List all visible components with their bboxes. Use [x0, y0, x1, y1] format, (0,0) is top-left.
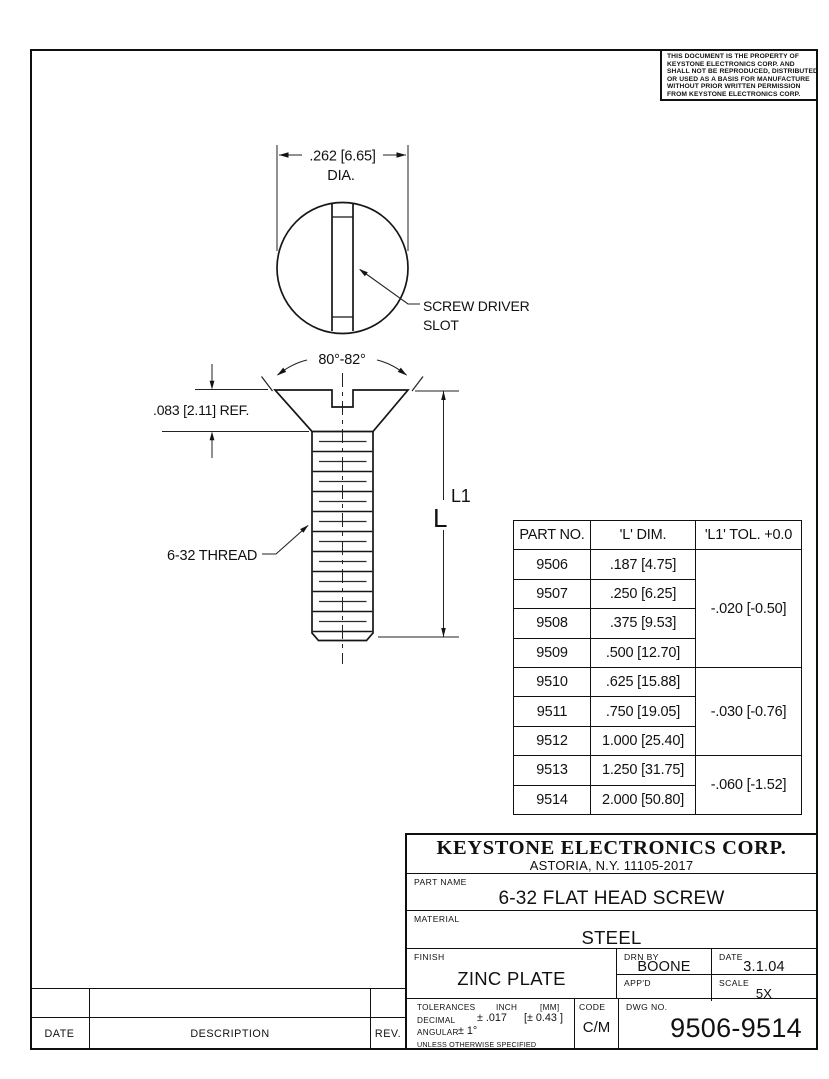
l-dim-cell: .250 [6.25] — [591, 579, 696, 608]
dwg-no-field — [619, 999, 816, 1048]
l-dim-cell: .625 [15.88] — [591, 667, 696, 696]
finish-row — [407, 949, 816, 999]
l-dim-cell: .500 [12.70] — [591, 638, 696, 667]
part-no-cell: 9514 — [514, 785, 591, 814]
approved-label: APP'D — [624, 978, 652, 988]
inch-label: INCH — [496, 1003, 518, 1012]
part-no-cell: 9511 — [514, 697, 591, 726]
col-header-l-dim: 'L' DIM. — [591, 521, 696, 550]
technical-drawing — [140, 140, 530, 680]
tolerances-field — [407, 999, 575, 1048]
date-field — [712, 949, 816, 974]
notice-line: THIS DOCUMENT IS THE PROPERTY OF — [667, 53, 800, 60]
angle-dimension-text: 80°-82° — [318, 352, 366, 368]
l-dim-cell: .375 [9.53] — [591, 609, 696, 638]
l1-tol-cell: -.020 [-0.50] — [696, 550, 802, 668]
table-row — [514, 756, 802, 785]
notice-line: SHALL NOT BE REPRODUCED, DISTRIBUTED — [667, 68, 818, 76]
code-value: C/M — [582, 1019, 611, 1036]
l-dim-cell: 1.000 [25.40] — [591, 726, 696, 755]
dwg-no-label: DWG NO. — [626, 1002, 668, 1012]
l-dim-cell: 1.250 [31.75] — [591, 756, 696, 785]
screw-head-profile — [275, 390, 408, 432]
head-ref-dimension-text: .083 [2.11] REF. — [153, 402, 250, 418]
revision-empty-date-cell — [30, 989, 90, 1018]
screw-side-view — [275, 390, 408, 641]
scale-field — [712, 975, 816, 1001]
l1-tol-cell: -.060 [-1.52] — [696, 756, 802, 815]
angular-label: ANGULAR — [417, 1028, 459, 1037]
part-no-cell: 9507 — [514, 579, 591, 608]
l1-tol-cell: -.030 [-0.76] — [696, 667, 802, 755]
slot-label-line2: SLOT — [423, 317, 459, 333]
slot-label-line1: SCREW DRIVER — [423, 298, 530, 314]
revision-description-header: DESCRIPTION — [90, 1018, 371, 1049]
finish-value: ZINC PLATE — [457, 968, 566, 989]
finish-field — [407, 949, 617, 998]
part-no-cell: 9510 — [514, 667, 591, 696]
part-name-value: 6-32 FLAT HEAD SCREW — [498, 888, 725, 909]
screw-top-view — [277, 203, 408, 334]
title-block — [405, 833, 818, 1050]
finish-label: FINISH — [414, 952, 445, 962]
scale-label: SCALE — [719, 978, 750, 988]
material-field — [407, 911, 816, 949]
material-label: MATERIAL — [414, 914, 460, 924]
tolerance-row — [407, 999, 816, 1048]
table-row — [514, 667, 802, 696]
part-no-cell: 9509 — [514, 638, 591, 667]
company-address: ASTORIA, N.Y. 11105-2017 — [529, 858, 694, 873]
revision-rev-header: REV. — [374, 1027, 402, 1040]
date-label: DATE — [719, 952, 743, 962]
revision-empty-description-cell — [90, 989, 371, 1018]
l-dim-cell: .187 [4.75] — [591, 550, 696, 579]
unless-otherwise-label: UNLESS OTHERWISE SPECIFIED — [417, 1040, 537, 1049]
part-no-cell: 9506 — [514, 550, 591, 579]
drawn-by-field — [617, 949, 712, 974]
drawn-by-label: DRN BY — [624, 952, 659, 962]
part-no-cell: 9512 — [514, 726, 591, 755]
col-header-part-no: PART NO. — [514, 521, 591, 550]
l-dim-cell: 2.000 [50.80] — [591, 785, 696, 814]
l1-dimension-label: L1 — [451, 486, 471, 506]
material-value: STEEL — [581, 927, 642, 948]
part-no-cell: 9513 — [514, 756, 591, 785]
angular-value: ± 1° — [458, 1025, 478, 1037]
code-label: CODE — [579, 1002, 606, 1012]
notice-line: FROM KEYSTONE ELECTRONICS CORP. — [667, 90, 801, 98]
slot-leader-line — [360, 270, 420, 305]
mm-label: [MM] — [540, 1003, 560, 1012]
decimal-mm-value: [± 0.43 ] — [524, 1012, 563, 1024]
part-no-cell: 9508 — [514, 609, 591, 638]
tolerances-label: TOLERANCES — [417, 1003, 476, 1012]
parts-table-header-row — [514, 521, 802, 550]
part-name-field — [407, 874, 816, 911]
dia-dimension-text: .262 [6.65] — [309, 148, 376, 165]
approval-grid — [617, 949, 816, 1001]
notice-line: KEYSTONE ELECTRONICS CORP. AND — [667, 60, 795, 68]
code-field — [575, 999, 619, 1048]
thread-label-text: 6-32 THREAD — [167, 548, 258, 564]
decimal-inch-value: ± .017 — [477, 1012, 507, 1024]
approved-field — [617, 975, 712, 1001]
revision-strip — [30, 988, 405, 1049]
dia-label-text: DIA. — [327, 168, 355, 184]
table-row — [514, 550, 802, 579]
arrowheads — [210, 152, 446, 637]
part-name-label: PART NAME — [414, 877, 467, 887]
drawn-by-value: BOONE — [637, 959, 691, 975]
l-dimension-label: L — [433, 503, 448, 533]
revision-date-header: DATE — [30, 1018, 90, 1049]
l-dim-cell: .750 [19.05] — [591, 697, 696, 726]
screw-head-outline — [277, 203, 408, 334]
date-value: 3.1.04 — [743, 959, 785, 975]
notice-line: WITHOUT PRIOR WRITTEN PERMISSION — [667, 83, 801, 91]
col-header-l1-tol: 'L1' TOL. +0.0 — [696, 521, 802, 550]
dwg-no-value: 9506-9514 — [670, 1013, 802, 1043]
property-notice — [660, 49, 818, 101]
revision-empty-rev-cell — [371, 989, 405, 1018]
company-name: KEYSTONE ELECTRONICS CORP. — [436, 837, 787, 859]
notice-line: OR USED AS A BASIS FOR MANUFACTURE — [667, 75, 810, 83]
decimal-label: DECIMAL — [417, 1016, 456, 1025]
scale-value: 5X — [755, 986, 773, 1001]
parts-table — [513, 520, 802, 815]
company-header — [407, 835, 816, 874]
